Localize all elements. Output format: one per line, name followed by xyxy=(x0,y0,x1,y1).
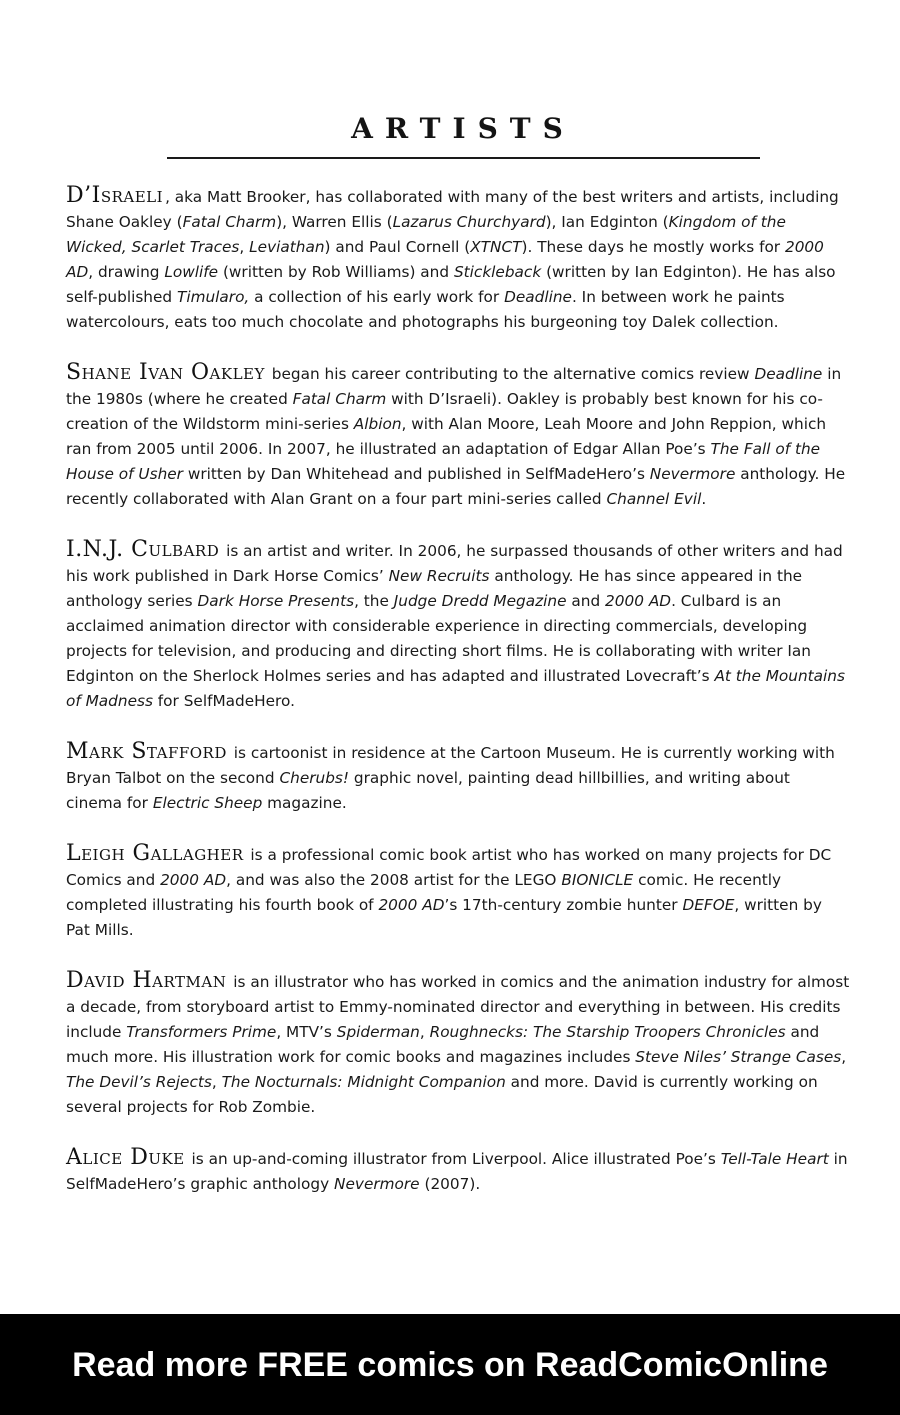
work-title: New Recruits xyxy=(388,567,490,585)
work-title: The Devil’s Rejects xyxy=(66,1073,212,1091)
bio-text: , with Alan Moore, Leah Moore and John Reppion, which ran from 2005 until 2006. In 2007, he illustrated an adaptation of Edgar Allan Poe’s xyxy=(66,415,827,458)
work-title: Lazarus Churchyard xyxy=(392,213,546,231)
work-title: Leviathan xyxy=(249,238,325,256)
bio-text: . In between work he paints watercolours, eats too much chocolate and photographs his burgeoning toy Dalek collection. xyxy=(66,288,785,331)
bio-text: ), Ian Edginton ( xyxy=(545,213,669,231)
artist-bio-i-n-j-culbard xyxy=(66,537,850,714)
work-title: 2000 AD xyxy=(66,238,824,281)
bio-text: in the 1980s (where he created xyxy=(66,365,842,408)
work-title: Electric Sheep xyxy=(152,794,263,812)
artist-name: I.N.J. Culbard xyxy=(66,537,220,562)
bio-text: and much more. His illustration work for comic books and magazines includes xyxy=(66,1023,820,1066)
bio-text: comic. He recently completed illustrating his fourth book of xyxy=(66,871,782,914)
bio-text: written by Dan Whitehead and published in SelfMadeHero’s xyxy=(182,465,650,483)
artist-bio-shane-ivan-oakley xyxy=(66,360,850,512)
bio-text: , xyxy=(841,1048,847,1066)
artist-name: Mark Stafford xyxy=(66,739,227,764)
bio-text: ), Warren Ellis ( xyxy=(276,213,393,231)
bio-text: is an artist and writer. In 2006, he surpassed thousands of other writers and had his work published in Dark Horse Comics’ xyxy=(66,542,843,585)
bio-text: , the xyxy=(354,592,394,610)
bio-text: . Culbard is an acclaimed animation director with considerable experience in directing commercials, developing projects for television, and producing and directing short films. He is collaborating with writer Ian Edginton on the Sherlock Holmes series and has adapted and illustrated Lovecraft’s xyxy=(66,592,811,685)
bio-text: with D’Israeli). Oakley is probably best known for his co-creation of the Wildstorm mini-series xyxy=(66,390,823,433)
bio-text: ). These days he mostly works for xyxy=(521,238,785,256)
bio-text: , xyxy=(211,1073,222,1091)
work-title: The Nocturnals: Midnight Companion xyxy=(221,1073,506,1091)
footer-link-text[interactable]: Read more FREE comics on ReadComicOnline xyxy=(72,1346,828,1384)
work-title: Roughnecks: The Starship Troopers Chronicles xyxy=(429,1023,786,1041)
work-title: Deadline xyxy=(754,365,823,383)
bio-text: and more. David is currently working on several projects for Rob Zombie. xyxy=(66,1073,818,1116)
work-title: At the Mountains of Madness xyxy=(66,667,845,710)
work-title: The Fall of the House of Usher xyxy=(66,440,821,483)
work-title: Deadline xyxy=(504,288,572,306)
work-title: Cherubs! xyxy=(279,769,350,787)
bio-text: ) and Paul Cornell ( xyxy=(324,238,471,256)
work-title: 2000 AD xyxy=(160,871,227,889)
work-title: Fatal Charm xyxy=(182,213,277,231)
bio-text: , xyxy=(239,238,250,256)
page-title: ARTISTS xyxy=(351,112,575,145)
bio-text: ’s 17th-century zombie hunter xyxy=(444,896,683,914)
work-title: BIONICLE xyxy=(561,871,634,889)
bio-text: (written by Rob Williams) and xyxy=(218,263,454,281)
bio-text: is an up-and-coming illustrator from Liverpool. Alice illustrated Poe’s xyxy=(186,1150,721,1168)
bio-text: , and was also the 2008 artist for the LEGO xyxy=(226,871,562,889)
work-title: Timularo, xyxy=(176,288,250,306)
work-title: Steve Niles’ Strange Cases xyxy=(635,1048,842,1066)
work-title: Channel Evil xyxy=(606,490,702,508)
artist-name: D’Israeli xyxy=(66,183,164,208)
artist-name: Leigh Gallagher xyxy=(66,841,244,866)
work-title: Nevermore xyxy=(334,1175,420,1193)
bio-text: , MTV’s xyxy=(276,1023,337,1041)
work-title: Dark Horse Presents xyxy=(197,592,355,610)
artist-name: David Hartman xyxy=(66,968,227,993)
bio-text: for SelfMadeHero. xyxy=(152,692,295,710)
bio-text: anthology. He has since appeared in the anthology series xyxy=(66,567,803,610)
work-title: XTNCT xyxy=(470,238,522,256)
bio-text: anthology. He recently collaborated with Alan Grant on a four part mini-series called xyxy=(66,465,846,508)
bio-text: , drawing xyxy=(88,263,165,281)
artist-name: Shane Ivan Oakley xyxy=(66,360,265,385)
bio-text: began his career contributing to the alternative comics review xyxy=(266,365,755,383)
bio-text: . xyxy=(701,490,707,508)
work-title: Albion xyxy=(353,415,402,433)
bio-text: is cartoonist in residence at the Cartoon Museum. He is currently working with Bryan Talbot on the second xyxy=(66,744,835,787)
bio-text: , aka Matt Brooker, has collaborated with many of the best writers and artists, including Shane Oakley ( xyxy=(66,188,839,231)
bio-text: magazine. xyxy=(262,794,347,812)
bio-text: , written by Pat Mills. xyxy=(66,896,822,939)
artist-bio-alice-duke xyxy=(66,1145,850,1197)
artist-bio-d-israeli xyxy=(66,183,850,335)
bio-text: and xyxy=(566,592,606,610)
work-title: Nevermore xyxy=(649,465,736,483)
artist-bio-leigh-gallagher xyxy=(66,841,850,943)
bio-text: (written by Ian Edginton). He has also self-published xyxy=(66,263,836,306)
artist-bio-david-hartman xyxy=(66,968,850,1120)
work-title: Judge Dredd Megazine xyxy=(393,592,567,610)
work-title: Transformers Prime xyxy=(126,1023,277,1041)
work-title: Lowlife xyxy=(164,263,219,281)
bio-text: a collection of his early work for xyxy=(249,288,505,306)
work-title: Kingdom of the Wicked, Scarlet Traces xyxy=(66,213,786,256)
artist-bio-mark-stafford xyxy=(66,739,850,816)
work-title: 2000 AD xyxy=(605,592,672,610)
work-title: Tell-Tale Heart xyxy=(720,1150,829,1168)
bio-text: in SelfMadeHero’s graphic anthology xyxy=(66,1150,848,1193)
work-title: DEFOE xyxy=(682,896,735,914)
artist-bios xyxy=(66,183,850,1222)
bio-text: is an illustrator who has worked in comics and the animation industry for almost a decade, from storyboard artist to Emmy-nominated director and everything in between. His credits include xyxy=(66,973,850,1041)
work-title: 2000 AD xyxy=(378,896,445,914)
bio-text: (2007). xyxy=(419,1175,481,1193)
bio-text: is a professional comic book artist who has worked on many projects for DC Comics and xyxy=(66,846,832,889)
bio-text: graphic novel, painting dead hillbillies, and writing about cinema for xyxy=(66,769,790,812)
title-divider xyxy=(167,157,760,159)
bio-text: , xyxy=(419,1023,430,1041)
work-title: Spiderman xyxy=(336,1023,420,1041)
artist-name: Alice Duke xyxy=(66,1145,185,1170)
footer-banner[interactable] xyxy=(0,1314,900,1415)
work-title: Fatal Charm xyxy=(292,390,387,408)
work-title: Stickleback xyxy=(453,263,542,281)
